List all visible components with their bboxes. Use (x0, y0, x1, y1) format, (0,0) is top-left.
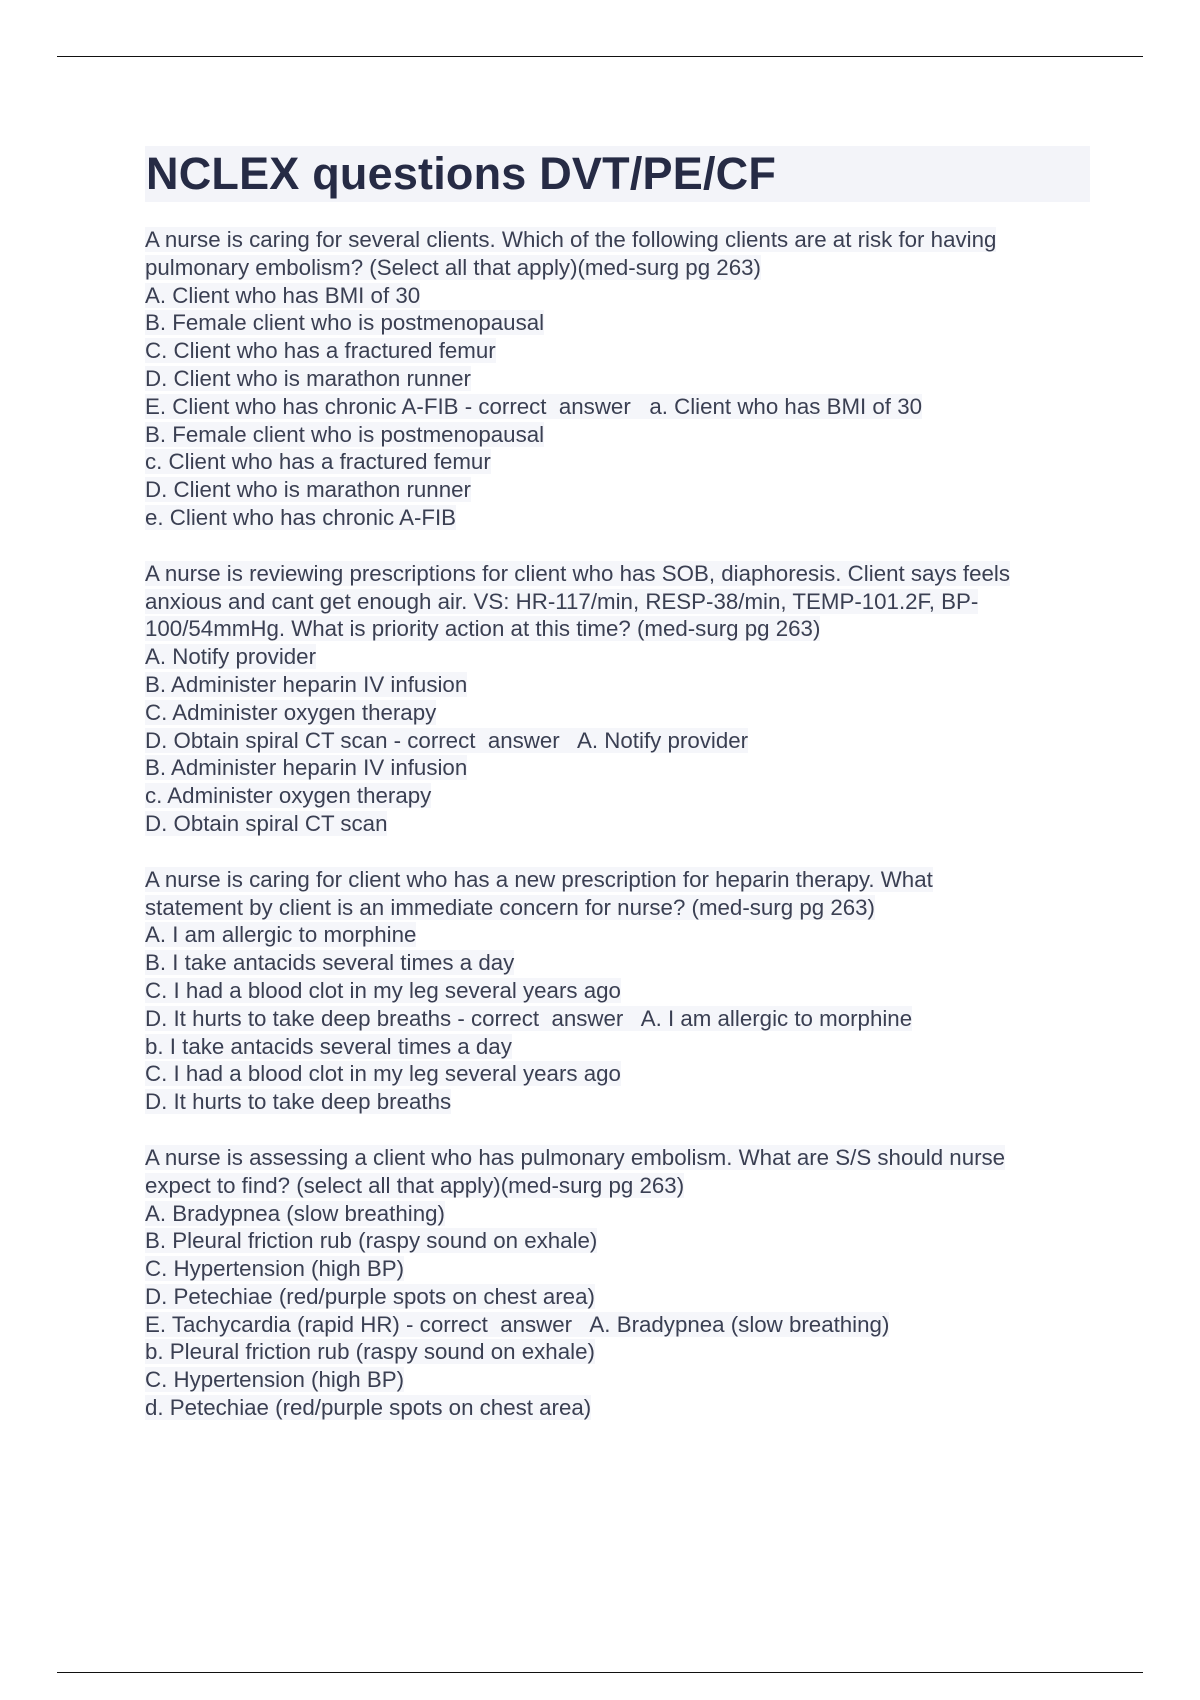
document-body (145, 146, 1090, 1422)
question-line: A nurse is caring for client who has a new prescription for heparin therapy. What (145, 866, 933, 892)
answer-line: C. I had a blood clot in my leg several years ago (145, 1061, 621, 1087)
bottom-rule (57, 1672, 1143, 1673)
question-line: A nurse is reviewing prescriptions for client who has SOB, diaphoresis. Client says feels (145, 560, 1011, 586)
question-block-2 (145, 560, 1090, 838)
question-block-1 (145, 226, 1090, 532)
answer-line: d. Petechiae (red/purple spots on chest area) (145, 1395, 592, 1421)
answer-line: D. It hurts to take deep breaths - correct answer A. I am allergic to morphine (145, 1005, 913, 1031)
answer-line: B. Female client who is postmenopausal (145, 421, 545, 447)
option-line: D. Client who is marathon runner (145, 365, 471, 391)
answer-line: B. Administer heparin IV infusion (145, 755, 468, 781)
answer-line: D. Client who is marathon runner (145, 477, 471, 503)
answer-line: D. It hurts to take deep breaths (145, 1089, 452, 1115)
option-line: A. Bradypnea (slow breathing) (145, 1200, 445, 1226)
option-line: D. Petechiae (red/purple spots on chest area) (145, 1283, 595, 1309)
option-line: A. Client who has BMI of 30 (145, 282, 421, 308)
answer-line: D. Obtain spiral CT scan - correct answer A. Notify provider (145, 727, 749, 753)
answer-line: D. Obtain spiral CT scan (145, 810, 388, 836)
answer-line: c. Client who has a fractured femur (145, 449, 491, 475)
answer-line: b. I take antacids several times a day (145, 1033, 512, 1059)
option-line: B. Administer heparin IV infusion (145, 671, 468, 697)
answer-line: c. Administer oxygen therapy (145, 783, 432, 809)
top-rule (57, 56, 1143, 57)
question-line: statement by client is an immediate concern for nurse? (med-surg pg 263) (145, 894, 875, 920)
answer-line: b. Pleural friction rub (raspy sound on exhale) (145, 1339, 595, 1365)
question-line: expect to find? (select all that apply)(med-surg pg 263) (145, 1172, 685, 1198)
answer-line: E. Client who has chronic A-FIB - correct answer a. Client who has BMI of 30 (145, 393, 922, 419)
option-line: B. Female client who is postmenopausal (145, 310, 545, 336)
option-line: B. Pleural friction rub (raspy sound on exhale) (145, 1228, 598, 1254)
question-line: anxious and cant get enough air. VS: HR-117/min, RESP-38/min, TEMP-101.2F, BP- (145, 588, 979, 614)
option-line: C. I had a blood clot in my leg several years ago (145, 977, 621, 1003)
option-line: C. Administer oxygen therapy (145, 699, 437, 725)
question-line: pulmonary embolism? (Select all that apply)(med-surg pg 263) (145, 254, 761, 280)
question-block-4 (145, 1144, 1090, 1422)
answer-line: C. Hypertension (high BP) (145, 1367, 405, 1393)
question-block-3 (145, 866, 1090, 1116)
answer-line: E. Tachycardia (rapid HR) - correct answer A. Bradypnea (slow breathing) (145, 1311, 890, 1337)
option-line: C. Client who has a fractured femur (145, 338, 496, 364)
question-line: 100/54mmHg. What is priority action at this time? (med-surg pg 263) (145, 616, 821, 642)
option-line: C. Hypertension (high BP) (145, 1256, 405, 1282)
question-line: A nurse is assessing a client who has pulmonary embolism. What are S/S should nurse (145, 1144, 1006, 1170)
page-title: NCLEX questions DVT/PE/CF (145, 146, 1090, 202)
answer-line: e. Client who has chronic A-FIB (145, 504, 457, 530)
option-line: A. I am allergic to morphine (145, 922, 417, 948)
option-line: A. Notify provider (145, 644, 317, 670)
option-line: B. I take antacids several times a day (145, 950, 515, 976)
question-line: A nurse is caring for several clients. Which of the following clients are at risk for having (145, 227, 997, 252)
